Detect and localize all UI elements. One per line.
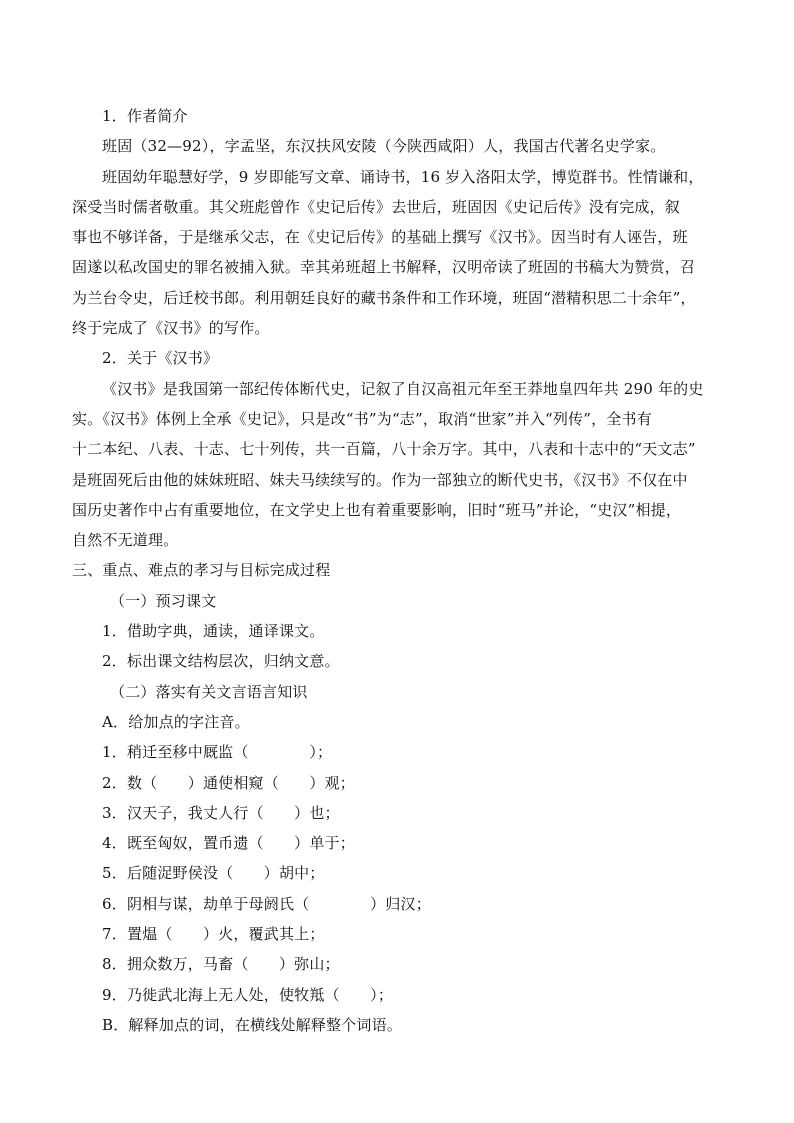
paragraph-line: 十二本纪、八表、十志、七十列传，共一百篇，八十余万字。其中，八表和十志中的“天文志” <box>72 440 696 459</box>
exercise-item: 1．稍迁至移中厩监（ ）； <box>102 743 333 762</box>
paragraph-line: 班固幼年聪慧好学，9 岁即能写文章、诵诗书，16 岁入洛阳太学，博览群书。性情谦和， <box>102 167 704 186</box>
document-body <box>72 101 722 1040</box>
paragraph-line: 班固（32—92），字孟坚，东汉扶风安陵（今陕西咸阳）人，我国古代著名史学家。 <box>102 137 666 156</box>
paragraph-line: 《汉书》是我国第一部纪传体断代史，记叙了自汉高祖元年至王莽地皇四年共 290 年的史 <box>102 379 704 398</box>
exercise-item: 4．既至匈奴，置币遗（ ）单于； <box>102 834 355 853</box>
exercise-item: 3．汉天子，我丈人行（ ）也； <box>102 803 340 822</box>
list-item: 1．借助字典，通读，通译课文。 <box>102 622 325 641</box>
paragraph-line: 实。《汉书》体例上全承《史记》，只是改“书”为“志”，取消“世家”并入“列传”，全书有 <box>72 409 652 428</box>
paragraph-line: 为兰台令史，后迁校书郎。利用朝廷良好的藏书条件和工作环境，班固“潜精积思二十余年”， <box>72 288 696 307</box>
exercise-heading-a: A．给加点的字注音。 <box>102 712 250 731</box>
list-item: 2．标出课文结构层次，归纳文意。 <box>102 652 340 671</box>
subsection-heading-preview: （一）预习课文 <box>110 591 217 610</box>
exercise-item: 8．拥众数万，马畜（ ）弥山； <box>102 955 340 974</box>
paragraph-line: 自然不无道理。 <box>72 531 179 550</box>
exercise-item: 6．阴相与谋，劫单于母阏氏（ ）归汉； <box>102 894 431 913</box>
subsection-heading-language: （二）落实有关文言语言知识 <box>110 682 308 701</box>
exercise-item: 7．置煴（ ）火，覆武其上； <box>102 925 325 944</box>
section-heading-hanshu: 2．关于《汉书》 <box>102 349 219 368</box>
section-heading-author: 1．作者简介 <box>102 107 188 125</box>
exercise-item: 5．后随浞野侯没（ ）胡中； <box>102 864 325 883</box>
exercise-item: 2．数（ ）通使相窥（ ）观； <box>102 773 355 792</box>
exercise-item: 9．乃徙武北海上无人处，使牧羝（ ）； <box>102 985 394 1004</box>
paragraph-line: 事也不够详备，于是继承父志，在《史记后传》的基础上撰写《汉书》。因当时有人诬告，班 <box>72 228 688 247</box>
paragraph-line: 深受当时儒者敬重。其父班彪曾作《史记后传》去世后，班固因《史记后传》没有完成，叙 <box>72 197 681 216</box>
exercise-heading-b: B．解释加点的词，在横线处解释整个词语。 <box>102 1015 403 1034</box>
paragraph-line: 固遂以私改国史的罪名被捕入狱。幸其弟班超上书解释，汉明帝读了班固的书稿大为赞赏，召 <box>72 258 696 277</box>
paragraph-line: 终于完成了《汉书》的写作。 <box>72 319 270 338</box>
section-heading-key-points: 三、重点、难点的孝习与目标完成过程 <box>72 561 331 580</box>
paragraph-line: 是班固死后由他的妹妹班昭、妹夫马续续写的。作为一部独立的断代史书，《汉书》不仅在中 <box>72 470 688 489</box>
paragraph-line: 国历史著作中占有重要地位，在文学史上也有着重要影响，旧时“班马”并论，“史汉”相提， <box>72 500 682 519</box>
